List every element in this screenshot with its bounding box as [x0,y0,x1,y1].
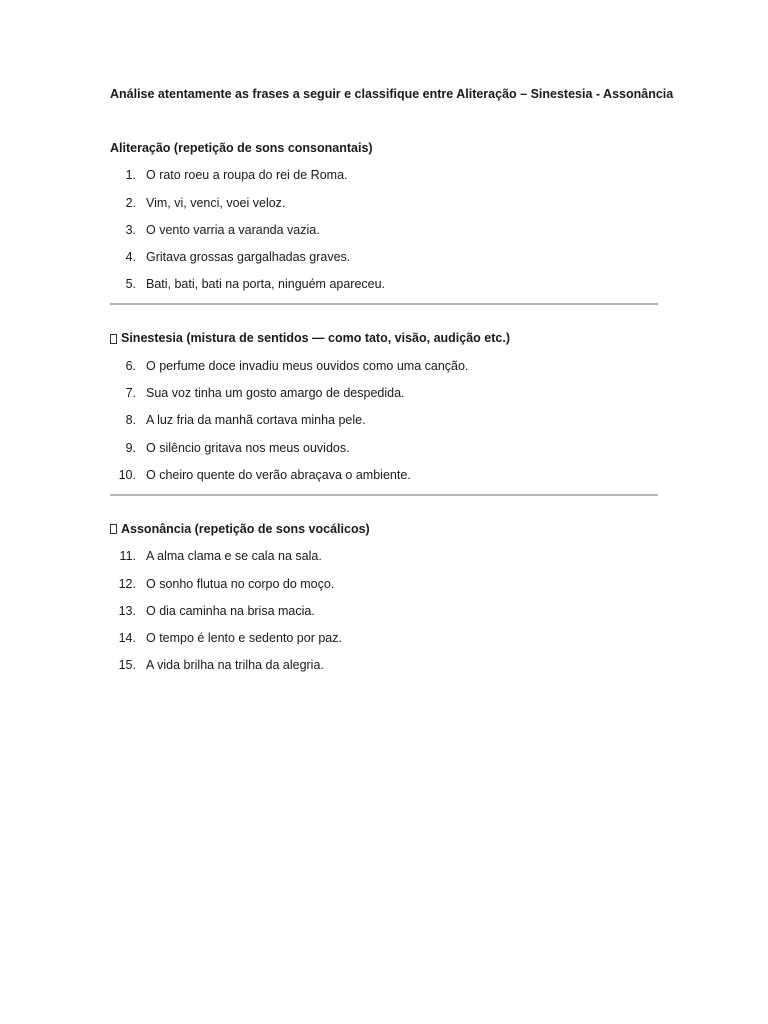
item-number: 8. [125,413,136,428]
list-item [110,603,658,620]
item-text: O vento varria a varanda vazia. [146,222,320,237]
item-list-sinestesia [110,358,658,484]
list-item [110,548,658,565]
item-text: A vida brilha na trilha da alegria. [146,658,324,673]
item-number: 1. [125,168,136,183]
missing-glyph-icon [110,334,117,344]
list-item [110,412,658,429]
list-item [110,440,658,457]
list-item [110,467,658,484]
item-text: O tempo é lento e sedento por paz. [146,631,342,646]
item-text: O perfume doce invadiu meus ouvidos como uma canção. [146,358,469,373]
item-text: Sua voz tinha um gosto amargo de despedida. [146,386,405,401]
item-number: 12. [118,576,136,591]
item-text: A luz fria da manhã cortava minha pele. [146,413,366,428]
list-item [110,358,658,375]
item-text: O silêncio gritava nos meus ouvidos. [146,440,350,455]
item-text: O cheiro quente do verão abraçava o ambiente. [146,467,411,482]
item-number: 10. [118,467,136,482]
item-list-assonancia [110,548,658,674]
list-item [110,195,658,212]
section-heading-sinestesia [110,330,658,347]
list-item [110,385,658,402]
item-text: O sonho flutua no corpo do moço. [146,576,335,591]
section-heading-label: Aliteração (repetição de sons consonantais) [110,141,373,155]
section-sinestesia [110,330,658,483]
missing-glyph-icon [110,524,117,534]
section-assonancia [110,521,658,674]
list-item [110,630,658,647]
item-text: O rato roeu a roupa do rei de Roma. [146,168,348,183]
list-item [110,167,658,184]
section-heading-aliteracao [110,140,658,157]
item-number: 13. [118,603,136,618]
item-number: 15. [118,658,136,673]
section-heading-label: Assonância (repetição de sons vocálicos) [121,521,370,536]
page-title: Análise atentamente as frases a seguir e classifique entre Aliteração – Sinestesia - Assonância [110,87,674,101]
list-item [110,657,658,674]
item-number: 6. [125,358,136,373]
document-content [110,86,674,674]
item-number: 14. [118,631,136,646]
section-divider [110,303,658,305]
item-number: 9. [125,440,136,455]
item-text: Gritava grossas gargalhadas graves. [146,250,351,265]
item-list-aliteracao [110,167,658,293]
list-item [110,276,658,293]
item-number: 2. [125,195,136,210]
section-aliteracao [110,140,658,293]
list-item [110,249,658,266]
item-number: 4. [125,250,136,265]
item-text: Vim, vi, venci, voei veloz. [146,195,286,210]
section-heading-assonancia [110,521,658,538]
item-number: 5. [125,277,136,292]
list-item [110,222,658,239]
item-number: 7. [125,386,136,401]
section-divider [110,494,658,496]
section-heading-label: Sinestesia (mistura de sentidos — como tato, visão, audição etc.) [121,331,510,346]
item-text: O dia caminha na brisa macia. [146,603,315,618]
item-text: Bati, bati, bati na porta, ninguém apareceu. [146,277,386,292]
list-item [110,576,658,593]
item-text: A alma clama e se cala na sala. [146,549,322,564]
item-number: 11. [119,549,136,564]
item-number: 3. [125,222,136,237]
